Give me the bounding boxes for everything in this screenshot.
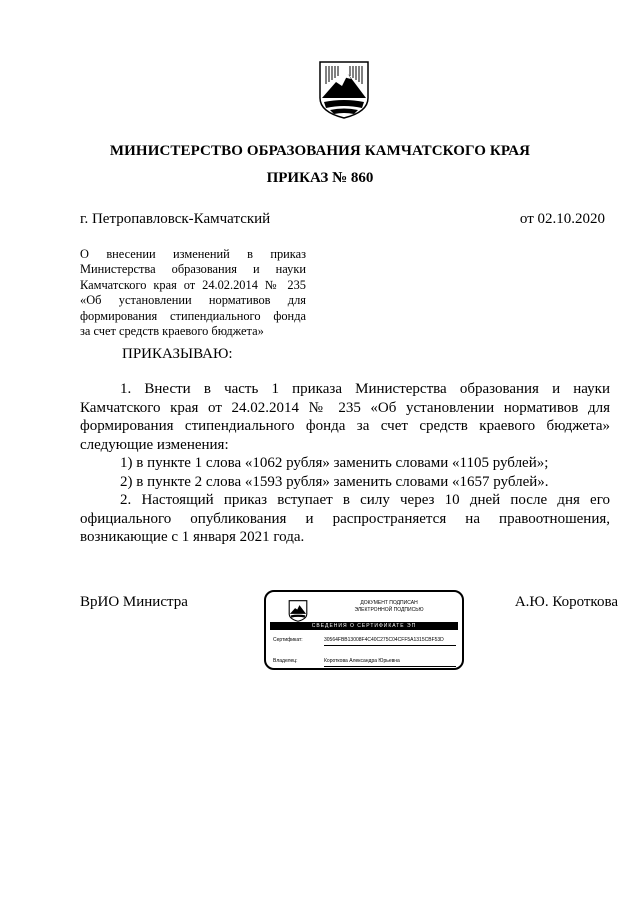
e-signature-stamp xyxy=(264,590,464,670)
cert-value: 30564FBB13008F4C40C275C04CFF5A1315CBF53D xyxy=(324,637,444,643)
owner-value: Короткова Александра Юрьевна xyxy=(324,658,400,664)
subject-line: формирования стипендиального фонда xyxy=(80,308,306,323)
order-word: ПРИКАЗЫВАЮ: xyxy=(122,346,233,362)
body-line: 2. Настоящий приказ вступает в силу через 10 дней после дня его xyxy=(120,492,610,508)
stamp-divider xyxy=(324,666,456,667)
body-line: 1. Внести в часть 1 приказа Министерства образования и науки xyxy=(120,381,610,397)
subject-line: Министерства образования и науки xyxy=(80,262,306,277)
place: г. Петропавловск-Камчатский xyxy=(80,211,271,227)
order-title: ПРИКАЗ № 860 xyxy=(266,170,374,186)
kamchatka-emblem-icon xyxy=(318,60,370,120)
stamp-band: СВЕДЕНИЯ О СЕРТИФИКАТЕ ЭП xyxy=(270,622,458,630)
owner-label: Владелец: xyxy=(273,658,298,664)
signer-title: ВрИО Министра xyxy=(80,594,188,610)
body-line: Камчатского края от 24.02.2014 № 235 «Об установлении нормативов для xyxy=(80,399,610,416)
body-item: 2) в пункте 2 слова «1593 рубля» заменить словами «1657 рублей». xyxy=(120,473,549,490)
body-item: 1) в пункте 1 слова «1062 рубля» заменить словами «1105 рублей»; xyxy=(120,455,549,471)
ministry-heading: МИНИСТЕРСТВО ОБРАЗОВАНИЯ КАМЧАТСКОГО КРАЯ xyxy=(109,143,531,159)
subject-line: О внесении изменений в приказ xyxy=(80,247,306,261)
order-body xyxy=(80,380,610,547)
stamp-emblem-icon xyxy=(288,600,308,622)
stamp-divider xyxy=(324,645,456,646)
signer-name: А.Ю. Короткова xyxy=(514,594,618,610)
body-line: следующие изменения: xyxy=(80,436,229,453)
stamp-heading-line: ДОКУМЕНТ ПОДПИСАН xyxy=(360,600,418,606)
subject-line: за счет средств краевого бюджета» xyxy=(80,324,264,339)
order-subject xyxy=(80,247,306,339)
body-line: возникающие с 1 января 2021 года. xyxy=(80,529,305,545)
stamp-heading xyxy=(326,600,452,613)
body-line: официального опубликования и распространяется на правоотношения, xyxy=(80,510,610,527)
subject-line: «Об установлении нормативов для xyxy=(80,293,306,308)
body-line: формирования стипендиального фонда за счет средств краевого бюджета» xyxy=(80,418,610,434)
order-date: от 02.10.2020 xyxy=(519,211,605,227)
subject-line: Камчатского края от 24.02.2014 № 235 xyxy=(80,277,306,292)
cert-label: Сертификат: xyxy=(273,637,303,643)
stamp-heading-line: ЭЛЕКТРОННОЙ ПОДПИСЬЮ xyxy=(354,606,424,613)
